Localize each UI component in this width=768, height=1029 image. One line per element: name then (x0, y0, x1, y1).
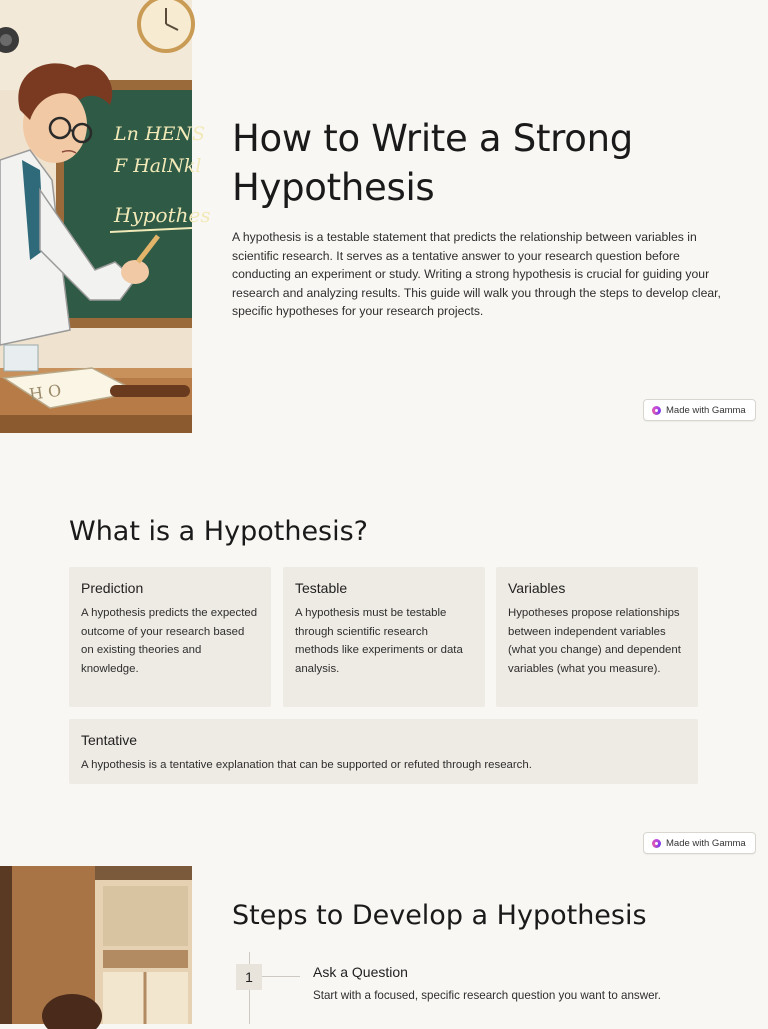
section-title: Steps to Develop a Hypothesis (232, 900, 647, 931)
board-line-1: Ln HENS (114, 123, 205, 145)
slide-title (0, 0, 768, 433)
card-title: Prediction (81, 580, 144, 596)
card-body: Hypotheses propose relationships between independent variables (what you change) and dependent variables (what you measure). (508, 607, 681, 675)
slide-steps (0, 866, 768, 1024)
board-line-2: F HalNkl (114, 155, 202, 177)
step-body: Start with a focused, specific research question you want to answer. (313, 989, 661, 1002)
made-with-gamma-badge[interactable] (643, 832, 756, 854)
section-title: What is a Hypothesis? (69, 516, 369, 547)
page-title: How to Write a Strong Hypothesis (232, 117, 633, 209)
card-variables (496, 567, 698, 707)
step-title: Ask a Question (313, 964, 408, 980)
card-prediction (69, 567, 271, 707)
card-body: A hypothesis predicts the expected outcome of your research based on existing theories and knowledge. (81, 607, 258, 675)
badge-label: Made with Gamma (666, 837, 746, 849)
step-connector (262, 976, 300, 977)
card-title: Tentative (81, 732, 138, 748)
card-body: A hypothesis is a tentative explanation that can be supported or refuted through research. (81, 759, 532, 771)
board-line-3: Hypothes (114, 203, 211, 227)
gamma-logo-icon (652, 839, 661, 848)
card-tentative (69, 719, 698, 784)
classroom-window-illustration (0, 866, 192, 1024)
made-with-gamma-badge[interactable] (643, 399, 756, 421)
card-title: Testable (295, 580, 348, 596)
card-body: A hypothesis must be testable through scientific research methods like experiments or data analysis. (295, 607, 463, 675)
notebook-scribble: H O (27, 380, 63, 404)
card-title: Variables (508, 580, 566, 596)
card-testable (283, 567, 485, 707)
intro-paragraph: A hypothesis is a testable statement that predicts the relationship between variables in scientific research. It serves as a tentative answer to your research question before conducting an experiment or study. Writing a strong hypothesis is crucial for guiding your research and analyzing results. This guide will walk you through the steps to develop clear, specific hypotheses for your research projects. (232, 230, 721, 319)
step-number-badge: 1 (236, 964, 262, 990)
slide-what-is-hypothesis (0, 433, 768, 866)
badge-label: Made with Gamma (666, 404, 746, 416)
scientist-chalkboard-illustration (0, 0, 211, 433)
gamma-logo-icon (652, 406, 661, 415)
